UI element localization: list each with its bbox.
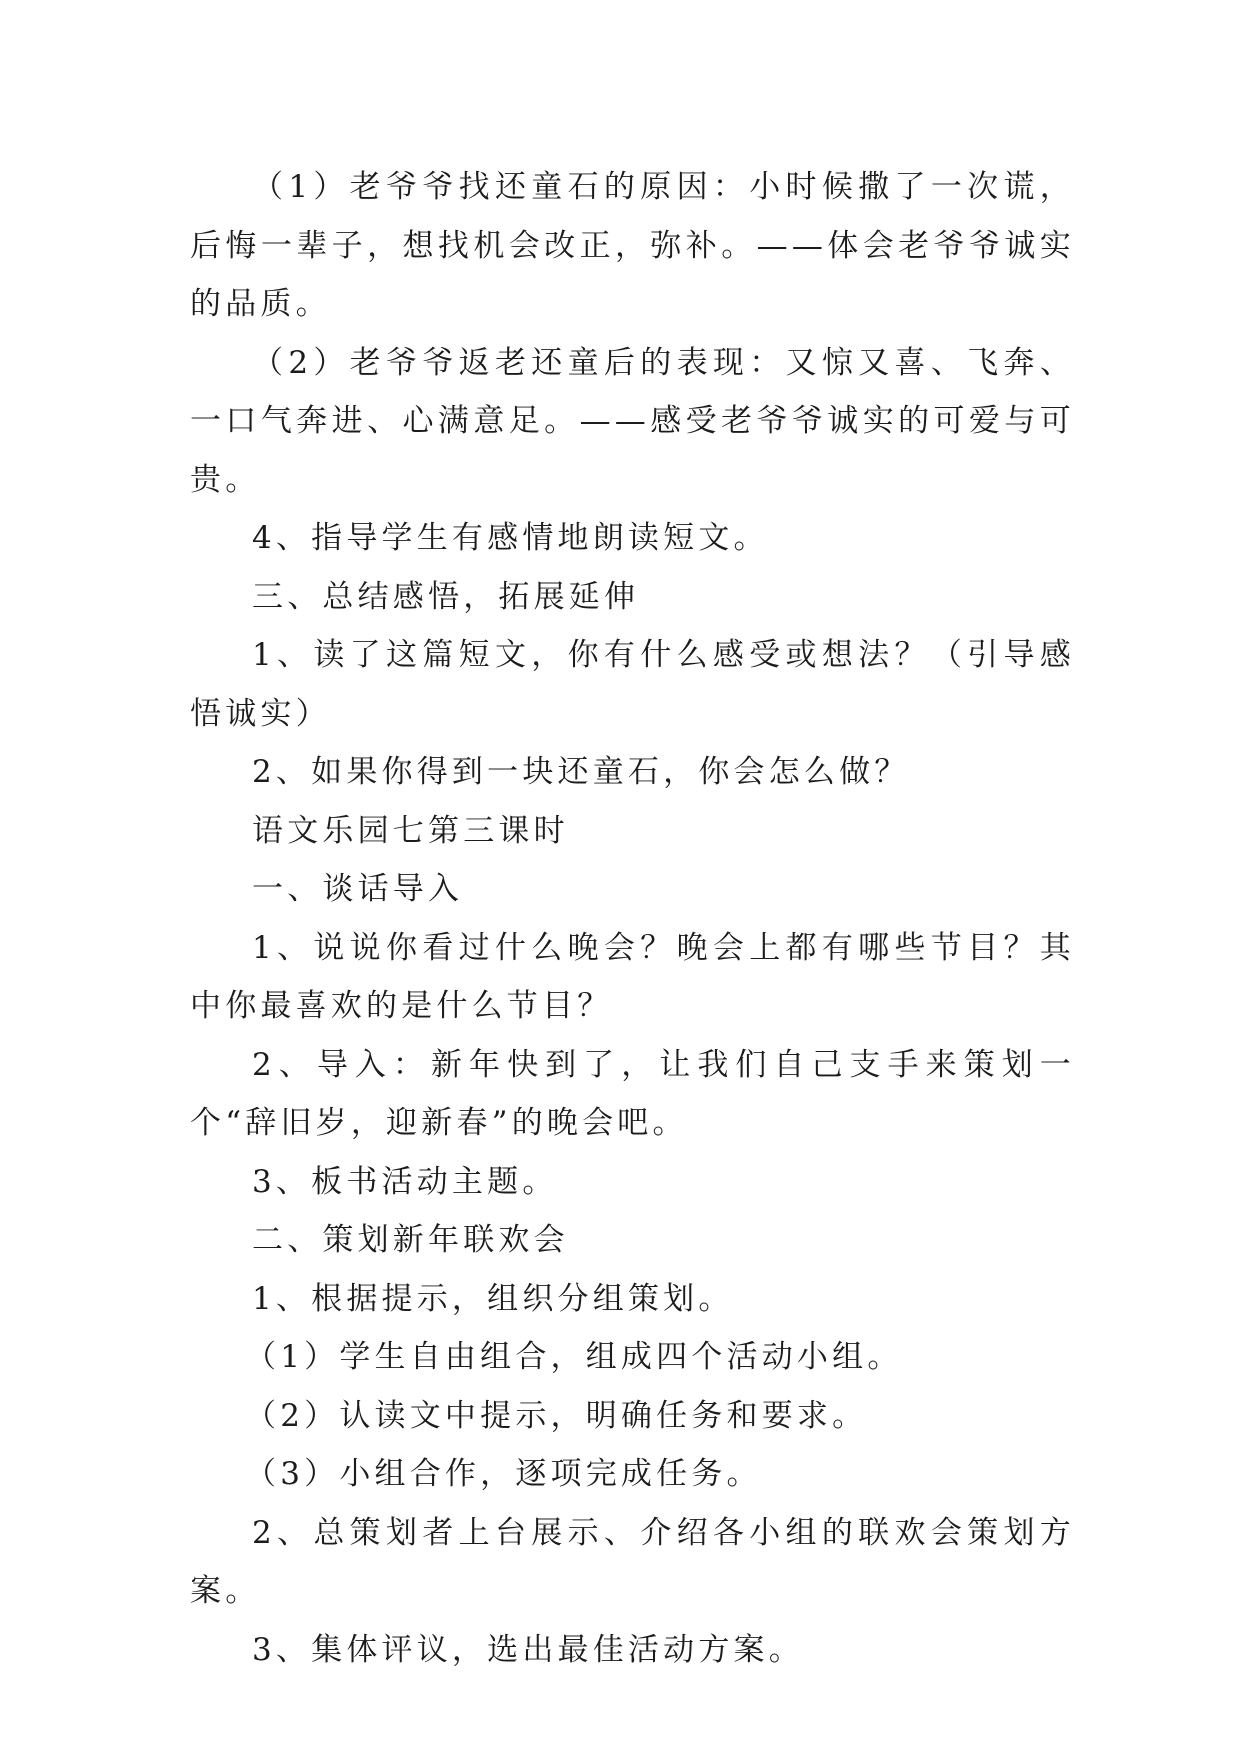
paragraph-plan-1-c: （3）小组合作，逐项完成任务。 bbox=[245, 1456, 762, 1492]
paragraph-intro-3: 3、板书活动主题。 bbox=[252, 1163, 558, 1200]
paragraph-question-2: 2、如果你得到一块还童石，你会怎么做？ bbox=[252, 754, 910, 790]
paragraph-behavior: （2）老爷爷返老还童后的表现：又惊又喜、飞奔、一口气奔进、心满意足。——感受老爷爷诚实的可爱与可贵。 bbox=[190, 344, 1075, 498]
paragraph-plan-1-b: （2）认读文中提示，明确任务和要求。 bbox=[245, 1397, 868, 1434]
lesson-title: 语文乐园七第三课时 bbox=[252, 812, 569, 849]
section-heading-intro: 一、谈话导入 bbox=[252, 871, 464, 907]
paragraph-intro-1: 1、说说你看过什么晚会？晚会上都有哪些节目？其中你最喜欢的是什么节目？ bbox=[190, 929, 1075, 1024]
paragraph-intro-2: 2、导入：新年快到了，让我们自己支手来策划一个“辞旧岁，迎新春”的晚会吧。 bbox=[190, 1046, 1075, 1141]
section-heading-plan: 二、策划新年联欢会 bbox=[252, 1222, 569, 1258]
paragraph-plan-2: 2、总策划者上台展示、介绍各小组的联欢会策划方案。 bbox=[190, 1514, 1075, 1609]
paragraph-read-aloud: 4、指导学生有感情地朗读短文。 bbox=[252, 520, 769, 556]
paragraph-plan-3: 3、集体评议，选出最佳活动方案。 bbox=[252, 1631, 804, 1668]
section-heading-summary: 三、总结感悟，拓展延伸 bbox=[252, 578, 640, 615]
paragraph-plan-1: 1、根据提示，组织分组策划。 bbox=[252, 1280, 734, 1317]
paragraph-reason: （1）老爷爷找还童石的原因：小时候撒了一次谎，后悔一辈子，想找机会改正，弥补。——体会老爷爷诚实的品质。 bbox=[190, 169, 1075, 322]
paragraph-question-1: 1、读了这篇短文，你有什么感受或想法？（引导感悟诚实） bbox=[190, 637, 1075, 732]
body-text bbox=[190, 158, 1075, 1679]
paragraph-plan-1-a: （1）学生自由组合，组成四个活动小组。 bbox=[245, 1339, 903, 1375]
